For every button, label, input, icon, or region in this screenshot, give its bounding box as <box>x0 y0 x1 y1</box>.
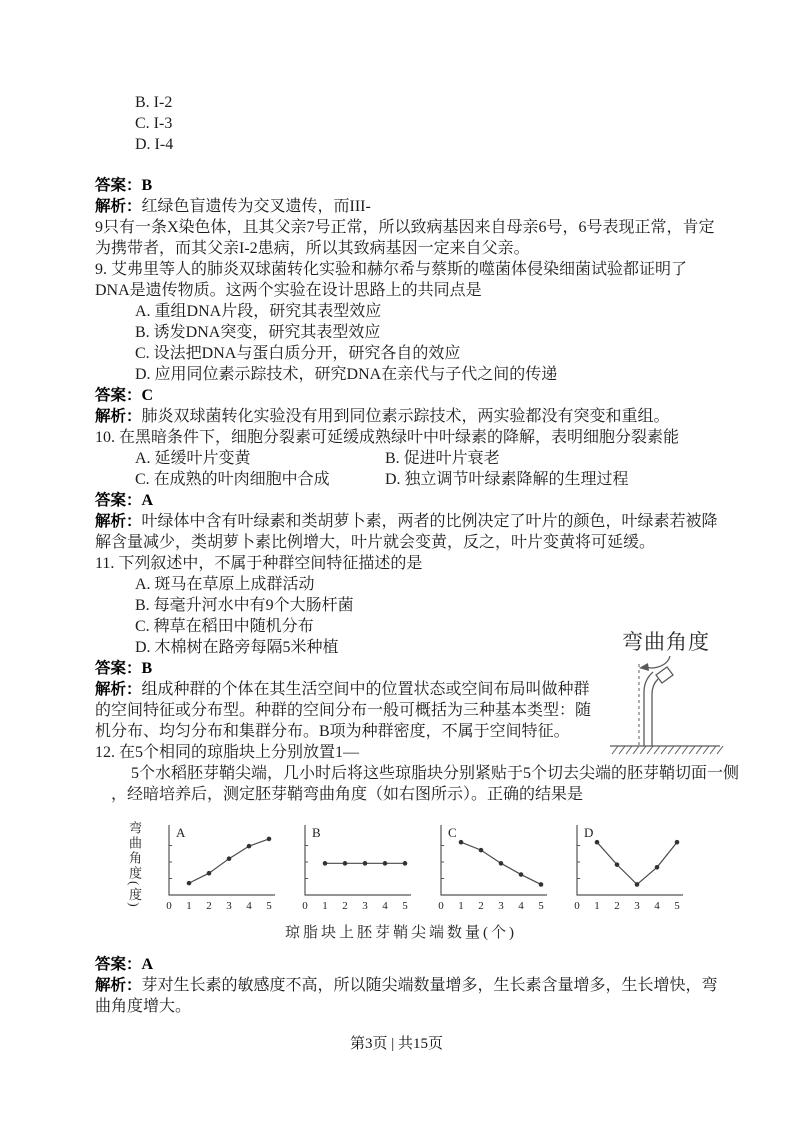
shoot-right-outline <box>652 679 658 746</box>
q10-option-a: A. 延缓叶片变黄 <box>135 450 251 467</box>
charts-y-axis-label: 弯曲角度(度) <box>127 821 142 909</box>
q12-answer-line <box>95 954 720 975</box>
svg-text:A: A <box>176 825 186 840</box>
q9-option-c: C. 设法把DNA与蛋白质分开，研究各自的效应 <box>135 345 461 362</box>
q9-answer: C <box>141 387 154 404</box>
svg-text:4: 4 <box>518 900 524 912</box>
q9-option-b: B. 诱发DNA突变，研究其表型效应 <box>135 324 381 341</box>
svg-text:3: 3 <box>498 900 504 912</box>
page-number-footer: 第3页 | 共15页 <box>349 1036 443 1052</box>
svg-text:2: 2 <box>478 900 484 912</box>
svg-text:2: 2 <box>206 900 212 912</box>
q11-option-a: A. 斑马在草原上成群活动 <box>135 576 315 593</box>
svg-text:5: 5 <box>538 900 544 912</box>
svg-text:1: 1 <box>458 900 464 912</box>
svg-text:4: 4 <box>246 900 252 912</box>
analysis-label: 解析： <box>95 681 142 698</box>
q11-stem: 11. 下列叙述中，不属于种群空间特征描述的是 <box>95 555 423 572</box>
q8-option-c: C. I-3 <box>135 115 173 132</box>
chart-option-a <box>153 819 279 919</box>
charts-x-axis-label: 琼脂块上胚芽鞘尖端数量(个) <box>285 925 517 941</box>
svg-text:0: 0 <box>166 900 172 912</box>
q10-option-b: B. 促进叶片衰老 <box>385 450 500 467</box>
q12-stem-line1: 12. 在5个相同的琼脂块上分别放置1— <box>95 744 360 761</box>
analysis-label: 解析： <box>95 977 142 994</box>
answer-label: 答案： <box>95 177 142 194</box>
q8-analysis-rest: 9只有一条X染色体，且其父亲7号正常，所以致病基因来自母亲6号，6号表现正常，肯定为携带者，而其父亲I-2患病，所以其致病基因一定来自父亲。 <box>95 219 715 257</box>
q10-option-c: C. 在成熟的叶肉细胞中合成 <box>135 471 330 488</box>
q11-option-c: C. 稗草在稻田中随机分布 <box>135 618 314 635</box>
svg-text:4: 4 <box>382 900 388 912</box>
svg-text:1: 1 <box>594 900 600 912</box>
angle-arrowhead <box>639 663 649 671</box>
agar-block <box>656 667 673 683</box>
answer-label: 答案： <box>95 387 142 404</box>
svg-text:5: 5 <box>402 900 408 912</box>
svg-text:D: D <box>584 825 594 840</box>
answer-label: 答案： <box>95 660 142 677</box>
analysis-label: 解析： <box>95 198 142 215</box>
q9-analysis: 解析：肺炎双球菌转化实验没有用到同位素示踪技术，两实验都没有突变和重组。 <box>95 408 670 425</box>
chart-option-c <box>425 819 551 919</box>
q8-answer-line <box>95 175 720 196</box>
ground-hatching <box>612 746 723 754</box>
q10-analysis: 解析：叶绿体中含有叶绿素和类胡萝卜素，两者的比例决定了叶片的颜色，叶绿素若被降解含量减少，类胡萝卜素比例增大，叶片就会变黄，反之，叶片变黄将可延缓。 <box>95 513 718 551</box>
q11-option-b: B. 每毫升河水中有9个大肠杆菌 <box>135 597 354 614</box>
q9-answer-line <box>95 385 720 406</box>
svg-text:5: 5 <box>266 900 272 912</box>
svg-text:0: 0 <box>574 900 580 912</box>
q12-answer: A <box>141 956 154 973</box>
q12-stem-line2: 5个水稻胚芽鞘尖端，几小时后将这些琼脂块分别紧贴于5个切去尖端的胚芽鞘切面一侧 <box>131 765 740 782</box>
svg-text:5: 5 <box>674 900 680 912</box>
q9-stem: 9. 艾弗里等人的肺炎双球菌转化实验和赫尔希与蔡斯的噬菌体侵染细菌试验都证明了DNA是遗传物质。这两个实验在设计思路上的共同点是 <box>95 261 688 299</box>
svg-text:1: 1 <box>322 900 328 912</box>
chart-option-d <box>561 819 687 919</box>
chart-option-b <box>289 819 415 919</box>
svg-text:4: 4 <box>654 900 660 912</box>
answer-label: 答案： <box>95 956 142 973</box>
svg-text:1: 1 <box>186 900 192 912</box>
svg-text:0: 0 <box>438 900 444 912</box>
q8-answer: B <box>141 177 153 194</box>
q11-option-d: D. 木棉树在路旁每隔5米种植 <box>135 639 339 656</box>
analysis-label: 解析： <box>95 408 142 425</box>
q10-option-d: D. 独立调节叶绿素降解的生理过程 <box>385 471 629 488</box>
bending-angle-label: 弯曲角度 <box>622 630 710 654</box>
svg-text:2: 2 <box>342 900 348 912</box>
analysis-label: 解析： <box>95 513 142 530</box>
q12-stem-line3: ，经暗培养后，测定胚芽鞘弯曲角度（如右图所示）。正确的结果是 <box>111 786 584 803</box>
svg-text:0: 0 <box>302 900 308 912</box>
svg-text:C: C <box>448 825 457 840</box>
exam-content <box>95 92 740 1017</box>
q12-result-charts <box>125 819 720 919</box>
q10-answer-line <box>95 490 720 511</box>
angle-arrow <box>647 656 670 668</box>
svg-text:2: 2 <box>614 900 620 912</box>
svg-text:3: 3 <box>226 900 232 912</box>
svg-text:3: 3 <box>634 900 640 912</box>
q12-analysis: 解析：芽对生长素的敏感度不高，所以随尖端数量增多，生长素含量增多，生长增快，弯曲角度增大。 <box>95 977 718 1015</box>
svg-text:3: 3 <box>362 900 368 912</box>
bending-angle-figure <box>606 630 726 764</box>
q10-options <box>135 448 720 490</box>
q8-option-d: D. I-4 <box>135 136 174 153</box>
q8-option-b: B. I-2 <box>135 94 173 111</box>
q11-analysis: 解析：组成种群的个体在其生活空间中的位置状态或空间布局叫做种群的空间特征或分布型。种群的空间分布一般可概括为三种基本类型：随机分布、均匀分布和集群分布。B项为种群密度，不属于空间特征。 <box>95 681 592 740</box>
answer-label: 答案： <box>95 492 142 509</box>
q9-option-d: D. 应用同位素示踪技术，研究DNA在亲代与子代之间的传递 <box>135 366 558 383</box>
q9-option-a: A. 重组DNA片段，研究其表型效应 <box>135 303 382 320</box>
coleoptile-diagram <box>606 654 726 758</box>
q10-stem: 10. 在黑暗条件下，细胞分裂素可延缓成熟绿叶中叶绿素的降解，表明细胞分裂素能 <box>95 429 680 446</box>
q8-analysis-line1: 解析：红绿色盲遗传为交叉遗传，而III- <box>95 198 371 215</box>
q10-answer: A <box>141 492 154 509</box>
svg-text:B: B <box>312 825 321 840</box>
q11-answer: B <box>141 660 153 677</box>
